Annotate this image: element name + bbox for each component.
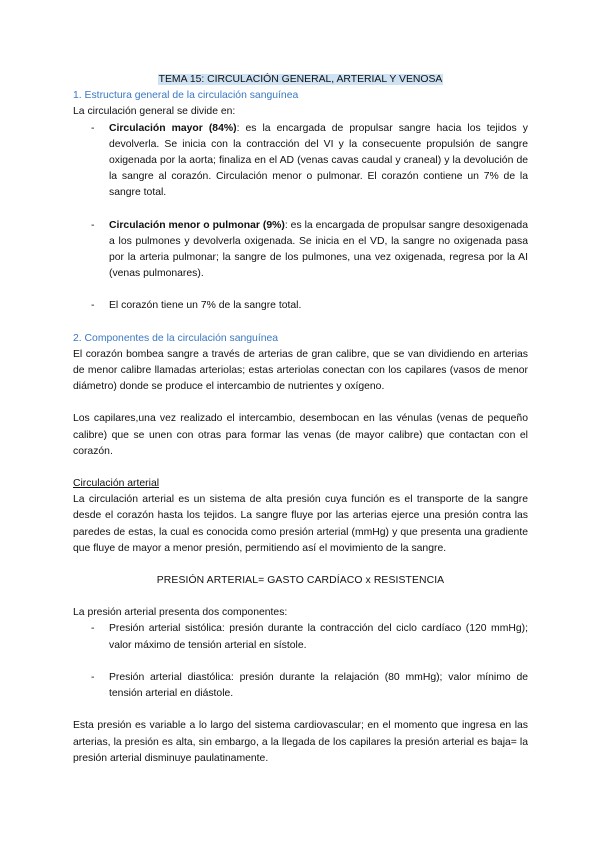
paragraph-2: Los capilares,una vez realizado el intercambio, desembocan en las vénulas (venas de pequeño calibre) que se unen con otras para formar las venas (de mayor calibre) que contactan con el corazón.	[73, 413, 528, 457]
list-item-minor: - Circulación menor o pulmonar (9%): es la encargada de propulsar sangre desoxigenada a los pulmones y devolverla oxigenada. Se inicia en el VD, la sangre no oxigenada pasa por la arteria pulmonar; la sangre de los pulmones, una vez oxigenada, regresa por la AI (venas pulmonares).	[109, 218, 528, 283]
section1-intro: La circulación general se divide en:	[73, 106, 236, 118]
section1-heading: 1. Estructura general de la circulación sanguínea	[73, 90, 299, 102]
list-item-systolic: - Presión arterial sistólica: presión durante la contracción del ciclo cardíaco (120 mmHg); valor máximo de tensión arterial en sístole.	[109, 621, 528, 653]
document-title: TEMA 15: CIRCULACIÓN GENERAL, ARTERIAL Y VENOSA	[158, 74, 443, 85]
list-item-heart: - El corazón tiene un 7% de la sangre total.	[109, 298, 528, 314]
paragraph-4: Esta presión es variable a lo largo del sistema cardiovascular; en el momento que ingresa en las arterias, la presión es alta, sin embargo, a la llegada de los capilares la presión arterial es baja= la presión arterial disminuye paulatinamente.	[73, 720, 528, 764]
document-page	[73, 72, 528, 767]
list-item-major: - Circulación mayor (84%): es la encargada de propulsar sangre hacia los tejidos y devolverla. Se inicia con la contracción del VI y la consecuente propulsión de sangre oxigenada por la aorta; finaliza en el AD (venas cavas caudal y craneal) y la devolución de la sangre al corazón. Circulación menor o pulmonar. El corazón contiene un 7% de la sangre total.	[109, 121, 528, 202]
section2-heading: 2. Componentes de la circulación sanguínea	[73, 332, 279, 344]
components-list	[73, 621, 528, 702]
term-major: Circulación mayor (84%)	[109, 122, 237, 134]
components-intro: La presión arterial presenta dos componentes:	[73, 607, 288, 619]
subheading-arterial: Circulación arterial	[73, 478, 160, 490]
list-item-diastolic: - Presión arterial diastólica: presión durante la relajación (80 mmHg); valor mínimo de tensión arterial en diástole.	[109, 670, 528, 702]
paragraph-3: La circulación arterial es un sistema de alta presión cuya función es el transporte de la sangre desde el corazón hasta los tejidos. La sangre fluye por las arterias ejerce una presión contra las paredes de estas, la cual es conocida como presión arterial (mmHg) y que presenta una gradiente que fluye de mayor a menor presión, permitiendo así el movimiento de la sangre.	[73, 494, 528, 554]
formula: PRESIÓN ARTERIAL= GASTO CARDÍACO x RESISTENCIA	[156, 575, 445, 587]
term-minor: Circulación menor o pulmonar (9%)	[109, 219, 285, 231]
circulation-list	[73, 121, 528, 315]
paragraph-1: El corazón bombea sangre a través de arterias de gran calibre, que se van dividiendo en arterias de menor calibre llamadas arteriolas; estas arteriolas conectan con los capilares (vasos de menor diámetro) donde se produce el intercambio de nutrientes y oxígeno.	[73, 348, 528, 393]
